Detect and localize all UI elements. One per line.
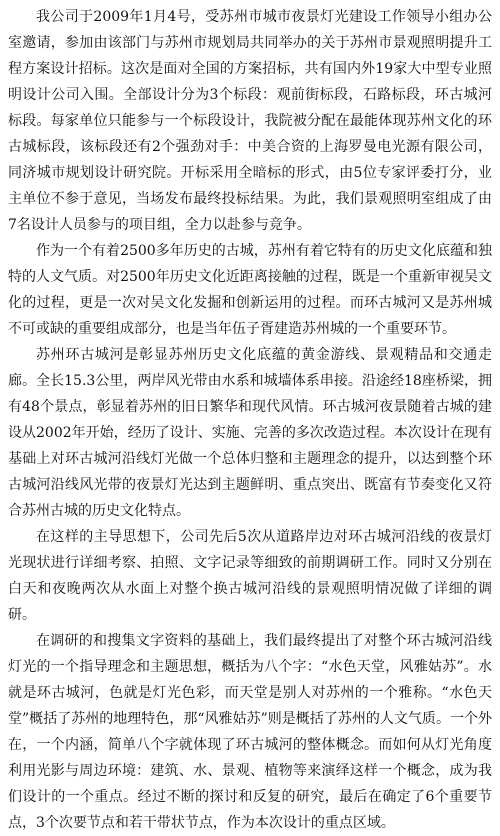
document-body <box>8 4 492 836</box>
paragraph-historic-city: 作为一个有着2500多年历史的古城，苏州有着它特有的历史文化底蕴和独特的人文气质。对2500年历史文化近距离接触的过程，既是一个重新审视吴文化的过程，更是一次对吴文化发掘和创新运用的过程。而环古城河又是苏州城不可或缺的重要组成部分，也是当年伍子胥建造苏州城的一个重要环节。 <box>8 243 492 337</box>
paragraph-moat-overview: 苏州环古城河是彰显苏州历史文化底蕴的黄金游线、景观精品和交通走廊。全长15.3公里，两岸风光带由水系和城墙体系串接。沿途经18座桥梁，拥有48个景点，彰显着苏州的旧日繁华和现代风情。环古城河夜景随着古城的建设从2002年开始，经历了设计、实施、完善的多次改造过程。本次设计在现有基础上对环古城河沿线灯光做一个总体归整和主题理念的提升，以达到整个环古城河沿线风光带的夜景灯光达到主题鲜明、重点突出、既富有节奏变化又符合苏州古城的历史文化特点。 <box>8 347 492 519</box>
paragraph-design-concept: 在调研的和搜集文字资料的基础上，我们最终提出了对整个环古城河沿线灯光的一个指导理念和主题思想，概括为八个字：“水色天堂，风雅姑苏”。水就是环古城河，色就是灯光色彩，而天堂是别人对苏州的一个雅称。“水色天堂”概括了苏州的地理特色，那“风雅姑苏”则是概括了苏州的人文气质。一个外在，一个内涵，简单八个字就体现了环古城河的整体概念。而如何从灯光角度利用光影与周边环境：建筑、水、景观、植物等来演绎这样一个概念，成为我们设计的一个重点。经过不断的探讨和反复的研究，最后在确定了6个重要节点，3个次要节点和若干带状节点，作为本次设计的重点区域。 <box>8 633 492 831</box>
paragraph-field-research: 在这样的主导思想下，公司先后5次从道路岸边对环古城河沿线的夜景灯光现状进行详细考察、拍照、文字记录等细致的前期调研工作。同时又分别在白天和夜晚两次从水面上对整个换古城河沿线的景观照明情况做了详细的调研。 <box>8 529 492 623</box>
paragraph-bid-invitation: 我公司于2009年1月4号，受苏州市城市夜景灯光建设工作领导小组办公室邀请，参加由该部门与苏州市规划局共同举办的关于苏州市景观照明提升工程方案设计招标。这次是面对全国的方案招标，共有国内外19家大中型专业照明设计公司入围。全部设计分为3个标段：观前街标段，石路标段，环古城河标段。每家单位只能参与一个标段设计，我院被分配在最能体现苏州文化的环古城标段，该标段还有2个强劲对手：中美合资的上海罗曼电光源有限公司，同济城市规划设计研究院。开标采用全暗标的形式，由5位专家评委打分，业主单位不参于意见，当场发布最终投标结果。为此，我们景观照明室组成了由7名设计人员参与的项目组，全力以赴参与竞争。 <box>8 9 492 233</box>
